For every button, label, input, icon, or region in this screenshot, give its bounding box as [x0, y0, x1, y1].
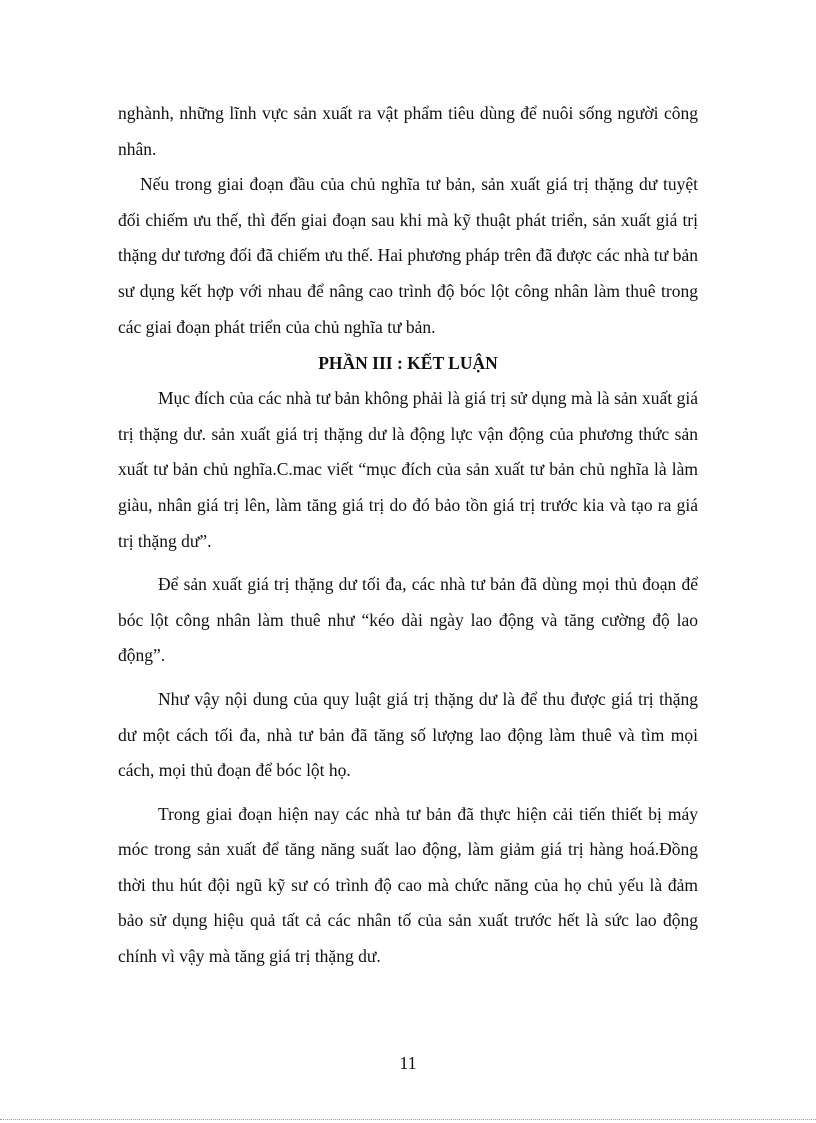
page-bottom-divider [0, 1119, 816, 1120]
paragraph-purpose: Mục đích của các nhà tư bản không phải là giá trị sử dụng mà là sản xuất giá trị thặng dư. sản xuất giá trị thặng dư là động lực vận động của phương thức sản xuất tư bản chủ nghĩa.C.mac viết “mục đích của sản xuất tư bản chủ nghĩa là làm giàu, nhân giá trị lên, làm tăng giá trị do đó bảo tồn giá trị trước kia và tạo ra giá trị thặng dư”. [118, 388, 698, 551]
page-number: 11 [399, 1053, 417, 1073]
continuation-paragraph: nghành, những lĩnh vực sản xuất ra vật phẩm tiêu dùng để nuôi sống người công nhân. [118, 103, 698, 159]
paragraph-current-stage: Trong giai đoạn hiện nay các nhà tư bản đã thực hiện cải tiến thiết bị máy móc trong sản xuất để tăng năng suất lao động, làm giảm giá trị hàng hoá.Đồng thời thu hút đội ngũ kỹ sư có trình độ cao mà chức năng của họ chủ yếu là đảm bảo sử dụng hiệu quả tất cả các nhân tố của sản xuất trước hết là sức lao động chính vì vậy mà tăng giá trị thặng dư. [118, 803, 698, 967]
section-heading: PHẦN III : KẾT LUẬN [318, 353, 498, 374]
paragraph-exploitation: Để sản xuất giá trị thặng dư tối đa, các nhà tư bản đã dùng mọi thủ đoạn để bóc lột công nhân làm thuê như “kéo dài ngày lao động và tăng cường độ lao động”. [118, 574, 698, 666]
paragraph-surplus-value-methods: Nếu trong giai đoạn đầu của chủ nghĩa tư bản, sản xuất giá trị thặng dư tuyệt đối chiếm ưu thế, thì đến giai đoạn sau khi mà kỹ thuật phát triển, sản xuất giá trị thặng dư tương đối đã chiếm ưu thế. Hai phương pháp trên đã được các nhà tư bản sư dụng kết hợp với nhau để nâng cao trình độ bóc lột công nhân làm thuê trong các giai đoạn phát triển của chủ nghĩa tư bản. [118, 174, 698, 337]
page-body [118, 96, 698, 975]
paragraph-law-content: Như vậy nội dung của quy luật giá trị thặng dư là để thu được giá trị thặng dư một cách tối đa, nhà tư bản đã tăng số lượng lao động làm thuê và tìm mọi cách, mọi thủ đoạn để bóc lột họ. [118, 688, 698, 781]
